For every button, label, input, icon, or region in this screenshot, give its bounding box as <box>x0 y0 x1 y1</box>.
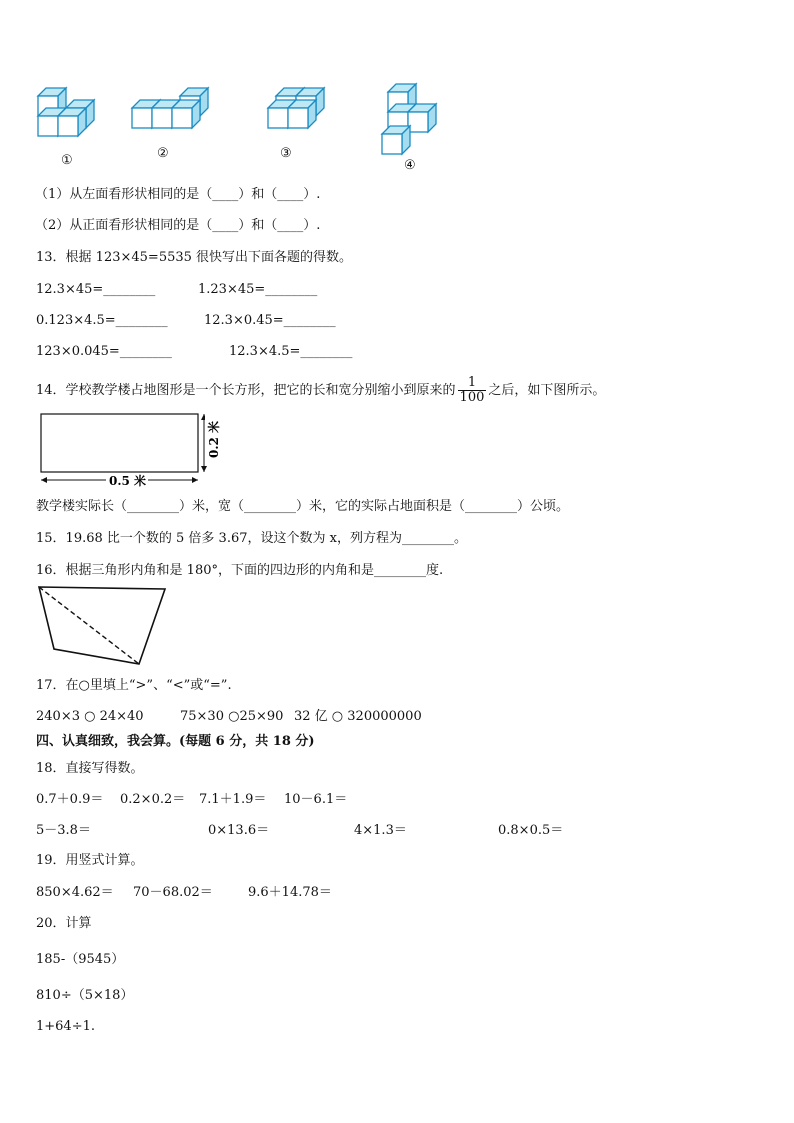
q17-title: 17．在○里填上“>”、“<”或“=”. <box>36 678 232 693</box>
q13-item: 0.123×4.5=________ <box>36 313 168 328</box>
cube-label-1: ① <box>61 153 73 168</box>
q17-item: 240×3 ○ 24×40 <box>36 709 144 724</box>
q18-title: 18．直接写得数。 <box>36 761 144 776</box>
cube-figure-3 <box>268 88 324 128</box>
q18-item: 0.7＋0.9＝ <box>36 792 104 807</box>
fraction <box>458 376 487 405</box>
q13-item: 1.23×45=________ <box>198 282 318 297</box>
q19-item: 70－68.02＝ <box>133 885 213 900</box>
q18-item: 5－3.8＝ <box>36 823 91 838</box>
q13-title: 13．根据 123×45=5535 很快写出下面各题的得数。 <box>36 250 353 265</box>
q14-text-post: 之后，如下图所示。 <box>488 383 606 398</box>
q13-item: 12.3×0.45=________ <box>204 313 336 328</box>
q19-title: 19．用竖式计算。 <box>36 853 144 868</box>
section-heading: 四、认真细致，我会算。(每题 6 分，共 18 分) <box>36 734 315 749</box>
q12-part1: （1）从左面看形状相同的是（____）和（____）. <box>35 187 321 202</box>
fraction-denominator: 100 <box>459 390 485 405</box>
rectangle-diagram <box>36 410 226 490</box>
q18-item: 4×1.3＝ <box>354 823 407 838</box>
q12-part2: （2）从正面看形状相同的是（____）和（____）. <box>35 218 321 233</box>
q17-item: 32 亿 ○ 320000000 <box>294 709 422 724</box>
q19-item: 9.6＋14.78＝ <box>248 885 332 900</box>
q18-item: 0.2×0.2＝ <box>120 792 186 807</box>
cube-figure-1 <box>38 88 94 136</box>
q14-answer: 教学楼实际长（________）米，宽（________）米，它的实际占地面积是（________）公顷。 <box>36 499 570 514</box>
q20-item: 810÷（5×18） <box>36 988 134 1003</box>
q16: 16．根据三角形内角和是 180°，下面的四边形的内角和是________度. <box>36 563 444 578</box>
cube-label-3: ③ <box>280 146 292 161</box>
q20-title: 20．计算 <box>36 916 92 931</box>
q19-item: 850×4.62＝ <box>36 885 114 900</box>
q15: 15．19.68 比一个数的 5 倍多 3.67，设这个数为 x，列方程为________。 <box>36 531 467 546</box>
q14-text-pre: 14．学校教学楼占地图形是一个长方形，把它的长和宽分别缩小到原来的 <box>36 383 456 398</box>
quadrilateral-diagram <box>36 584 171 668</box>
q13-item: 12.3×4.5=________ <box>229 344 353 359</box>
cube-figure-2 <box>132 88 208 128</box>
cube-label-2: ② <box>157 146 169 161</box>
width-label: 0.5 米 <box>109 474 147 488</box>
q18-item: 10－6.1＝ <box>284 792 348 807</box>
height-label: 0.2 米 <box>207 420 221 458</box>
q18-item: 0.8×0.5＝ <box>498 823 564 838</box>
q20-item: 1+64÷1. <box>36 1019 96 1034</box>
fraction-numerator: 1 <box>458 376 487 391</box>
q18-item: 0×13.6＝ <box>208 823 270 838</box>
cube-figure-4 <box>382 84 436 154</box>
q18-item: 7.1＋1.9＝ <box>199 792 267 807</box>
q20-item: 185-（9545） <box>36 952 125 967</box>
q13-item: 123×0.045=________ <box>36 344 172 359</box>
cube-label-4: ④ <box>404 158 416 173</box>
q13-item: 12.3×45=________ <box>36 282 156 297</box>
q17-item: 75×30 ○25×90 <box>180 709 284 724</box>
cube-figures <box>30 80 460 180</box>
q14-question <box>36 374 605 408</box>
